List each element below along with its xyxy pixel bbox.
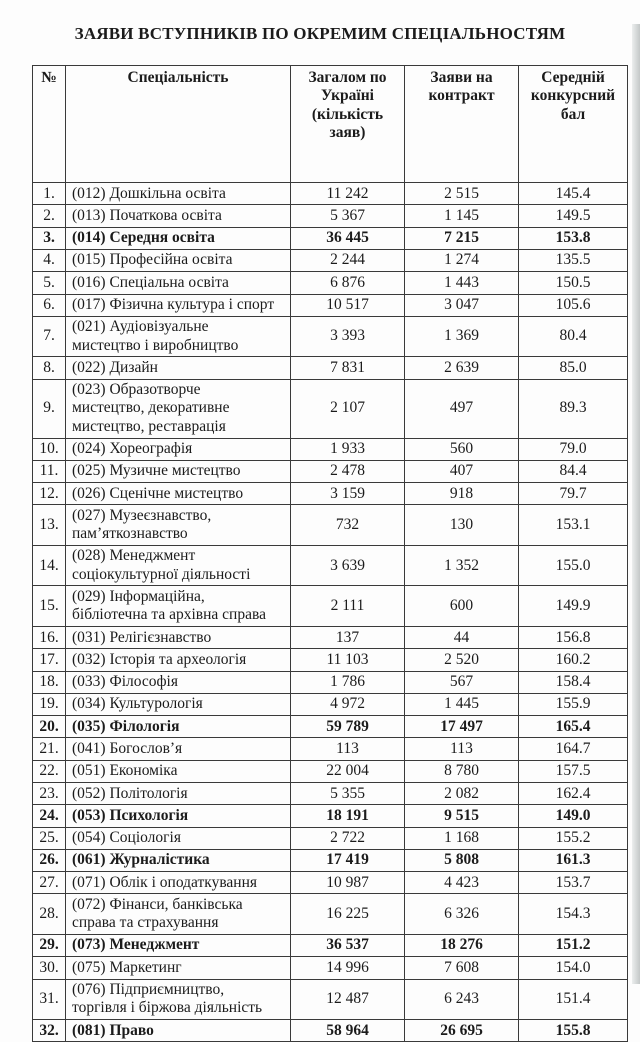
- cell-num: 7.: [33, 316, 66, 357]
- table-row: [33, 738, 628, 760]
- cell-total: 4 972: [291, 693, 405, 715]
- cell-contract: 7 608: [405, 957, 519, 979]
- cell-total: 2 107: [291, 379, 405, 438]
- table-row: [33, 805, 628, 827]
- cell-score: 158.4: [519, 671, 628, 693]
- cell-contract: 1 445: [405, 693, 519, 715]
- cell-num: 30.: [33, 957, 66, 979]
- cell-score: 164.7: [519, 738, 628, 760]
- cell-num: 5.: [33, 272, 66, 294]
- cell-num: 18.: [33, 671, 66, 693]
- cell-score: 165.4: [519, 716, 628, 738]
- cell-total: 137: [291, 627, 405, 649]
- page-title: ЗАЯВИ ВСТУПНИКІВ ПО ОКРЕМИМ СПЕЦІАЛЬНОСТЯМ: [74, 24, 566, 43]
- header-specialty: Спеціальність: [66, 66, 291, 183]
- cell-specialty: (034) Культурологія: [66, 693, 291, 715]
- cell-score: 149.0: [519, 805, 628, 827]
- cell-num: 19.: [33, 693, 66, 715]
- cell-contract: 2 639: [405, 357, 519, 379]
- cell-specialty: (032) Історія та археологія: [66, 649, 291, 671]
- cell-contract: 560: [405, 438, 519, 460]
- cell-num: 6.: [33, 294, 66, 316]
- cell-num: 1.: [33, 183, 66, 205]
- cell-total: 22 004: [291, 760, 405, 782]
- cell-total: 2 244: [291, 249, 405, 271]
- cell-specialty: (025) Музичне мистецтво: [66, 460, 291, 482]
- cell-contract: 130: [405, 505, 519, 546]
- cell-total: 17 419: [291, 849, 405, 871]
- table-row: [33, 294, 628, 316]
- cell-total: 732: [291, 505, 405, 546]
- cell-specialty: (022) Дизайн: [66, 357, 291, 379]
- cell-specialty: (015) Професійна освіта: [66, 249, 291, 271]
- cell-total: 113: [291, 738, 405, 760]
- cell-total: 12 487: [291, 979, 405, 1020]
- table-row: [33, 627, 628, 649]
- cell-specialty: (017) Фізична культура і спорт: [66, 294, 291, 316]
- table-row: [33, 716, 628, 738]
- table-row: [33, 783, 628, 805]
- cell-contract: 3 047: [405, 294, 519, 316]
- cell-total: 14 996: [291, 957, 405, 979]
- cell-contract: 1 168: [405, 827, 519, 849]
- table-row: [33, 438, 628, 460]
- table-row: [33, 316, 628, 357]
- cell-specialty: (029) Інформаційна, бібліотечна та архівна справа: [66, 586, 291, 627]
- cell-total: 18 191: [291, 805, 405, 827]
- cell-contract: 1 145: [405, 205, 519, 227]
- table-row: [33, 934, 628, 956]
- cell-num: 11.: [33, 460, 66, 482]
- cell-score: 105.6: [519, 294, 628, 316]
- cell-total: 10 517: [291, 294, 405, 316]
- cell-total: 59 789: [291, 716, 405, 738]
- table-row: [33, 505, 628, 546]
- cell-specialty: (075) Маркетинг: [66, 957, 291, 979]
- table-row: [33, 272, 628, 294]
- cell-specialty: (041) Богослов’я: [66, 738, 291, 760]
- cell-num: 10.: [33, 438, 66, 460]
- cell-num: 28.: [33, 894, 66, 935]
- cell-specialty: (012) Дошкільна освіта: [66, 183, 291, 205]
- header-num: №: [33, 66, 66, 183]
- cell-specialty: (071) Облік і оподаткування: [66, 872, 291, 894]
- scan-edge: [632, 24, 640, 984]
- cell-score: 151.4: [519, 979, 628, 1020]
- cell-score: 155.2: [519, 827, 628, 849]
- cell-score: 84.4: [519, 460, 628, 482]
- cell-contract: 44: [405, 627, 519, 649]
- table-body: [33, 183, 628, 1042]
- cell-specialty: (014) Середня освіта: [66, 227, 291, 249]
- table-row: [33, 357, 628, 379]
- cell-num: 23.: [33, 783, 66, 805]
- cell-score: 150.5: [519, 272, 628, 294]
- cell-score: 151.2: [519, 934, 628, 956]
- table-row: [33, 205, 628, 227]
- table-row: [33, 693, 628, 715]
- cell-total: 10 987: [291, 872, 405, 894]
- cell-num: 21.: [33, 738, 66, 760]
- cell-specialty: (028) Менеджмент соціокультурної діяльності: [66, 545, 291, 586]
- table-row: [33, 483, 628, 505]
- cell-contract: 26 695: [405, 1020, 519, 1042]
- cell-score: 79.7: [519, 483, 628, 505]
- cell-total: 36 537: [291, 934, 405, 956]
- cell-total: 2 478: [291, 460, 405, 482]
- cell-total: 1 786: [291, 671, 405, 693]
- cell-score: 162.4: [519, 783, 628, 805]
- cell-contract: 2 520: [405, 649, 519, 671]
- cell-score: 161.3: [519, 849, 628, 871]
- cell-specialty: (021) Аудіовізуальне мистецтво і виробництво: [66, 316, 291, 357]
- cell-num: 29.: [33, 934, 66, 956]
- cell-contract: 6 326: [405, 894, 519, 935]
- cell-specialty: (054) Соціологія: [66, 827, 291, 849]
- cell-specialty: (024) Хореографія: [66, 438, 291, 460]
- cell-contract: 4 423: [405, 872, 519, 894]
- cell-num: 20.: [33, 716, 66, 738]
- cell-total: 6 876: [291, 272, 405, 294]
- cell-specialty: (076) Підприємництво, торгівля і біржова діяльність: [66, 979, 291, 1020]
- table-row: [33, 957, 628, 979]
- cell-total: 3 639: [291, 545, 405, 586]
- cell-total: 16 225: [291, 894, 405, 935]
- cell-contract: 18 276: [405, 934, 519, 956]
- applicants-table: [32, 65, 628, 1042]
- cell-score: 154.0: [519, 957, 628, 979]
- cell-specialty: (035) Філологія: [66, 716, 291, 738]
- cell-num: 8.: [33, 357, 66, 379]
- cell-num: 12.: [33, 483, 66, 505]
- cell-score: 155.9: [519, 693, 628, 715]
- cell-score: 153.7: [519, 872, 628, 894]
- cell-specialty: (033) Філософія: [66, 671, 291, 693]
- table-row: [33, 649, 628, 671]
- cell-contract: 7 215: [405, 227, 519, 249]
- cell-specialty: (053) Психологія: [66, 805, 291, 827]
- cell-total: 7 831: [291, 357, 405, 379]
- cell-specialty: (023) Образотворче мистецтво, декоративне мистецтво, реставрація: [66, 379, 291, 438]
- cell-total: 36 445: [291, 227, 405, 249]
- cell-score: 155.0: [519, 545, 628, 586]
- header-row: [33, 66, 628, 183]
- table-row: [33, 379, 628, 438]
- cell-num: 3.: [33, 227, 66, 249]
- cell-total: 2 722: [291, 827, 405, 849]
- cell-contract: 2 515: [405, 183, 519, 205]
- cell-contract: 113: [405, 738, 519, 760]
- table-row: [33, 760, 628, 782]
- table-row: [33, 827, 628, 849]
- cell-contract: 17 497: [405, 716, 519, 738]
- cell-specialty: (072) Фінанси, банківська справа та страхування: [66, 894, 291, 935]
- cell-score: 135.5: [519, 249, 628, 271]
- table-row: [33, 183, 628, 205]
- cell-specialty: (051) Економіка: [66, 760, 291, 782]
- table-row: [33, 979, 628, 1020]
- cell-score: 155.8: [519, 1020, 628, 1042]
- cell-num: 26.: [33, 849, 66, 871]
- cell-score: 89.3: [519, 379, 628, 438]
- cell-num: 4.: [33, 249, 66, 271]
- cell-specialty: (016) Спеціальна освіта: [66, 272, 291, 294]
- header-total: Загалом по Україні (кількість заяв): [291, 66, 405, 183]
- cell-num: 14.: [33, 545, 66, 586]
- cell-score: 160.2: [519, 649, 628, 671]
- header-contract: Заяви на контракт: [405, 66, 519, 183]
- table-row: [33, 872, 628, 894]
- table-row: [33, 671, 628, 693]
- cell-num: 15.: [33, 586, 66, 627]
- cell-contract: 497: [405, 379, 519, 438]
- cell-specialty: (031) Релігієзнавство: [66, 627, 291, 649]
- cell-total: 5 355: [291, 783, 405, 805]
- cell-num: 13.: [33, 505, 66, 546]
- cell-specialty: (052) Політологія: [66, 783, 291, 805]
- cell-score: 149.9: [519, 586, 628, 627]
- table-row: [33, 894, 628, 935]
- cell-contract: 1 352: [405, 545, 519, 586]
- cell-score: 85.0: [519, 357, 628, 379]
- cell-contract: 2 082: [405, 783, 519, 805]
- cell-specialty: (027) Музеєзнавство, пам’яткознавство: [66, 505, 291, 546]
- cell-num: 16.: [33, 627, 66, 649]
- table-row: [33, 849, 628, 871]
- cell-total: 2 111: [291, 586, 405, 627]
- table-header: [33, 66, 628, 183]
- table-row: [33, 460, 628, 482]
- cell-contract: 918: [405, 483, 519, 505]
- cell-score: 153.8: [519, 227, 628, 249]
- cell-num: 2.: [33, 205, 66, 227]
- cell-score: 149.5: [519, 205, 628, 227]
- cell-specialty: (073) Менеджмент: [66, 934, 291, 956]
- cell-num: 22.: [33, 760, 66, 782]
- cell-total: 5 367: [291, 205, 405, 227]
- cell-num: 17.: [33, 649, 66, 671]
- cell-num: 27.: [33, 872, 66, 894]
- cell-contract: 5 808: [405, 849, 519, 871]
- cell-score: 157.5: [519, 760, 628, 782]
- cell-num: 25.: [33, 827, 66, 849]
- header-score: Середній конкурсний бал: [519, 66, 628, 183]
- cell-specialty: (013) Початкова освіта: [66, 205, 291, 227]
- cell-total: 1 933: [291, 438, 405, 460]
- cell-score: 154.3: [519, 894, 628, 935]
- cell-contract: 8 780: [405, 760, 519, 782]
- cell-contract: 1 443: [405, 272, 519, 294]
- cell-score: 156.8: [519, 627, 628, 649]
- cell-score: 80.4: [519, 316, 628, 357]
- cell-contract: 6 243: [405, 979, 519, 1020]
- table-row: [33, 227, 628, 249]
- cell-num: 32.: [33, 1020, 66, 1042]
- cell-contract: 1 369: [405, 316, 519, 357]
- table-row: [33, 545, 628, 586]
- cell-num: 24.: [33, 805, 66, 827]
- table-row: [33, 586, 628, 627]
- cell-contract: 9 515: [405, 805, 519, 827]
- table-row: [33, 249, 628, 271]
- cell-total: 3 393: [291, 316, 405, 357]
- cell-specialty: (081) Право: [66, 1020, 291, 1042]
- table-row: [33, 1020, 628, 1042]
- cell-score: 153.1: [519, 505, 628, 546]
- cell-contract: 600: [405, 586, 519, 627]
- cell-total: 11 103: [291, 649, 405, 671]
- cell-total: 11 242: [291, 183, 405, 205]
- cell-total: 58 964: [291, 1020, 405, 1042]
- cell-specialty: (026) Сценічне мистецтво: [66, 483, 291, 505]
- cell-num: 31.: [33, 979, 66, 1020]
- cell-contract: 1 274: [405, 249, 519, 271]
- cell-score: 79.0: [519, 438, 628, 460]
- cell-score: 145.4: [519, 183, 628, 205]
- cell-contract: 407: [405, 460, 519, 482]
- cell-total: 3 159: [291, 483, 405, 505]
- cell-num: 9.: [33, 379, 66, 438]
- cell-specialty: (061) Журналістика: [66, 849, 291, 871]
- cell-contract: 567: [405, 671, 519, 693]
